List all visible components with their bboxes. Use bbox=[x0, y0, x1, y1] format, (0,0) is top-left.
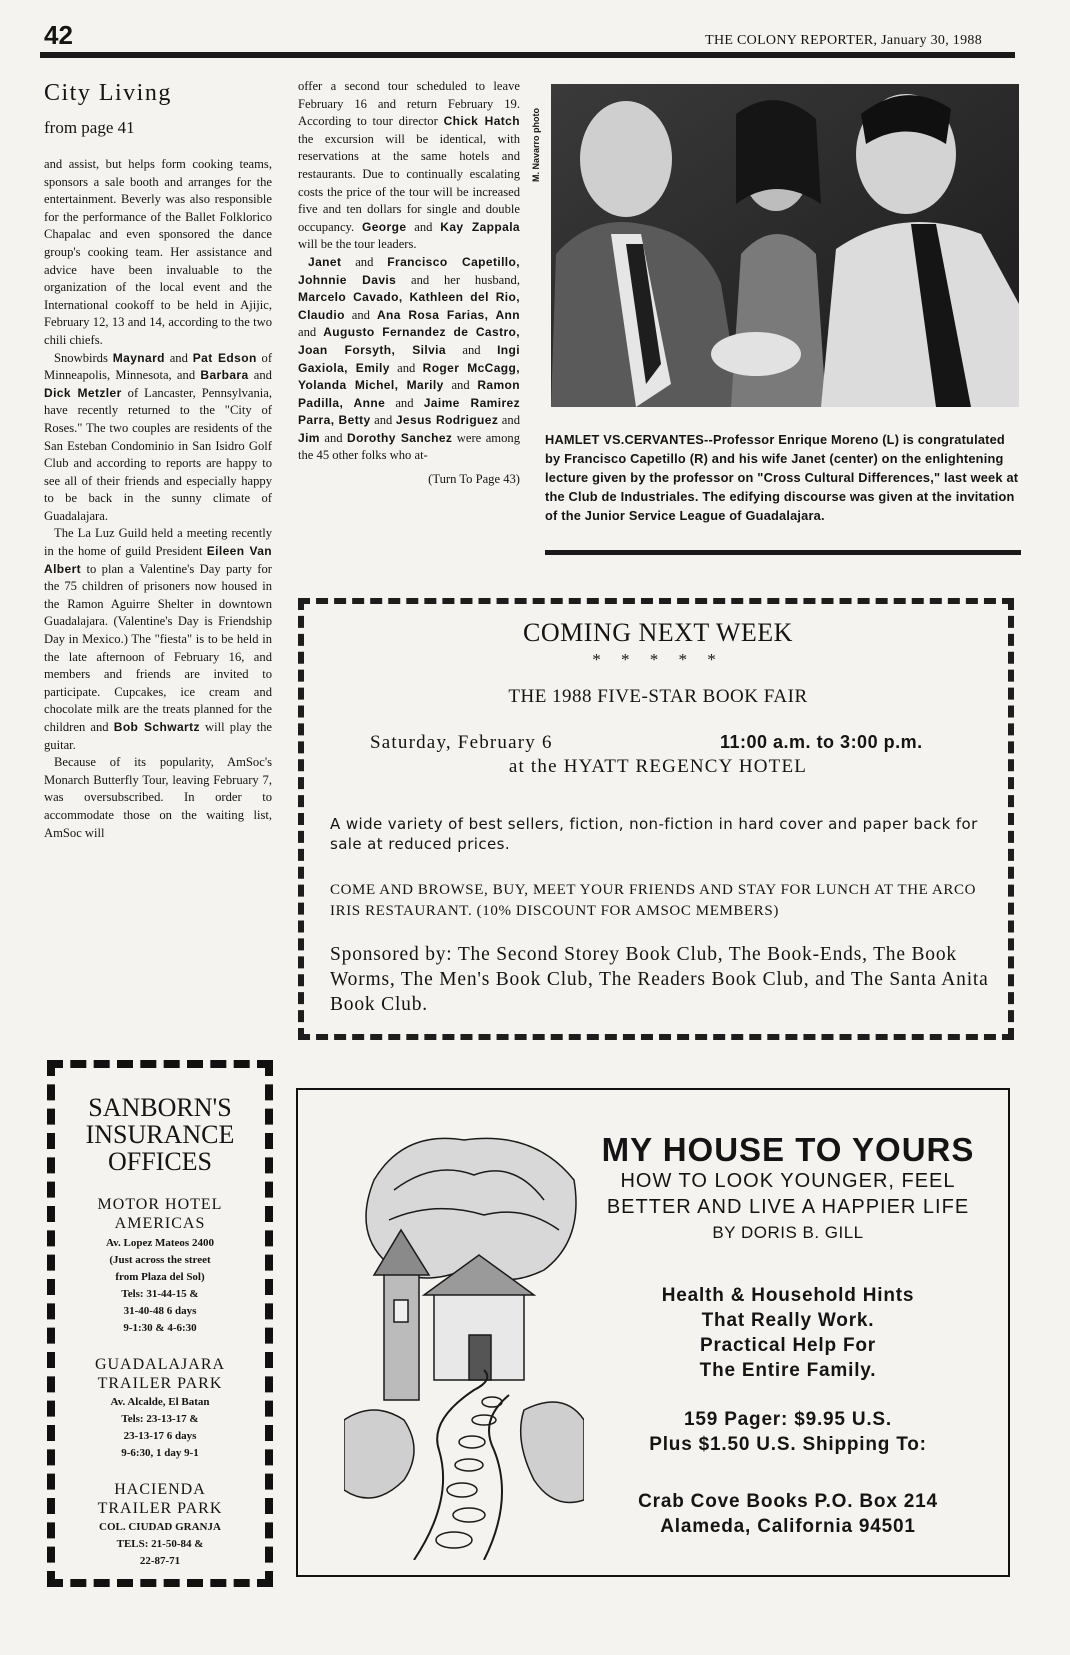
photo-caption: HAMLET VS.CERVANTES--Professor Enrique Moreno (L) is congratulated by Francisco Capetillo (R) and his wife Janet (center) on the enlightening lecture given by the professor on "Cross Cultural Differences," last week at the Club de Industriales. The edifying discourse was given at the invitation of the Junior Service League of Guadalajara. bbox=[545, 432, 1019, 523]
office-name: TRAILER PARK bbox=[97, 1375, 223, 1392]
office-address-line: from Plaza del Sol) bbox=[115, 1271, 205, 1283]
office-address-line: 9-1:30 & 4-6:30 bbox=[123, 1322, 197, 1334]
page-number: 42 bbox=[44, 20, 73, 50]
article-title: City Living bbox=[44, 80, 172, 106]
paragraph: Snowbirds Maynard and Pat Edson of Minneapolis, Minnesota, and Barbara and Dick Metzler of Lancaster, Pennsylvania, have recently returned to the "City of Roses." The two couples are residents of the San Esteban Condominio in San Isidro Golf Club and according to reports are happy to see all of their friends and especially happy to be back in the sunny climate of Guadalajara. bbox=[44, 350, 273, 523]
person-name: Jaime Ramirez Parra, Betty bbox=[298, 395, 521, 428]
person-name: Jesus Rodriguez bbox=[395, 413, 499, 428]
office-address-line: 23-13-17 6 days bbox=[123, 1430, 197, 1442]
office-address-line: 31-40-48 6 days bbox=[123, 1305, 197, 1317]
ad-title-line: INSURANCE bbox=[85, 1120, 235, 1149]
office-address-line: Tels: 23-13-17 & bbox=[121, 1413, 199, 1425]
book-author: BY DORIS B. GILL bbox=[712, 1223, 864, 1242]
person-name: Roger McCagg, Yolanda Michel, Marily bbox=[298, 360, 520, 393]
office-address-line: (Just across the street bbox=[109, 1254, 211, 1266]
person-name: Dick Metzler bbox=[44, 385, 122, 400]
coming-next-week-box bbox=[298, 598, 1014, 1040]
office-name: TRAILER PARK bbox=[97, 1500, 223, 1517]
person-name: Ingi Gaxiola, Emily bbox=[298, 342, 520, 375]
book-subtitle: HOW TO LOOK YOUNGER, FEEL bbox=[620, 1170, 956, 1192]
jump-to-line: (Turn To Page 43) bbox=[428, 472, 520, 487]
book-subtitle: BETTER AND LIVE A HAPPIER LIFE bbox=[606, 1196, 970, 1218]
office-address-line: 9-6:30, 1 day 9-1 bbox=[121, 1447, 199, 1459]
office-address-line: Av. Lopez Mateos 2400 bbox=[106, 1237, 214, 1249]
event-time: 11:00 a.m. to 3:00 p.m. bbox=[720, 732, 923, 752]
person-name: Janet bbox=[308, 254, 342, 269]
person-name: Eileen Van Albert bbox=[44, 544, 273, 576]
person-name: Chick Hatch bbox=[443, 114, 520, 129]
person-name: Ramon Padilla, Anne bbox=[298, 378, 520, 410]
event-venue: at the HYATT REGENCY HOTEL bbox=[508, 756, 808, 777]
person-name: Marcelo Cavado, Kathleen del Rio, Claudio bbox=[298, 290, 520, 322]
header-rule bbox=[40, 52, 1015, 58]
news-photo bbox=[551, 84, 1019, 407]
office-name: MOTOR HOTEL bbox=[97, 1196, 223, 1213]
ad-title-line: SANBORN'S bbox=[88, 1093, 232, 1122]
office-address-line: Tels: 31-44-15 & bbox=[121, 1288, 199, 1300]
event-description: A wide variety of best sellers, fiction, non-fiction in hard cover and paper back for sale at reduced prices. bbox=[330, 815, 978, 853]
office-name: GUADALAJARA bbox=[94, 1356, 226, 1373]
office-address-line: Av. Alcalde, El Batan bbox=[110, 1396, 210, 1408]
person-name: George bbox=[362, 219, 407, 234]
star-divider: * * * * * bbox=[592, 650, 724, 669]
article-column-2 bbox=[298, 78, 520, 489]
person-name: Maynard bbox=[112, 350, 165, 365]
caption-rule bbox=[545, 550, 1021, 555]
person-name: Ana Rosa Farias, Ann bbox=[376, 307, 520, 322]
event-sponsors: Sponsored by: The Second Storey Book Club, The Book-Ends, The Book Worms, The Men's Book Club, The Readers Book Club, and The Santa Anita Book Club. bbox=[330, 944, 989, 1015]
box-title: COMING NEXT WEEK bbox=[523, 618, 793, 647]
photo-credit: M. Navarro photo bbox=[531, 107, 541, 182]
event-name: THE 1988 FIVE-STAR BOOK FAIR bbox=[508, 686, 808, 707]
office-address-line: TELS: 21-50-84 & bbox=[116, 1538, 204, 1550]
cottage-illustration bbox=[344, 1120, 584, 1560]
paragraph: The La Luz Guild held a meeting recently in the home of guild President Eileen Van Albert to plan a Valentine's Day party for the 75 children of prisoners now housed in the Ramon Aguirre Shelter in downtown Guadalajara. (Valentine's Day is Friendship Day in Mexico.) The "fiesta" is to be held in the late afternoon of February 16, and members and friends are invited to participate. Cupcakes, ice cream and chocolate milk are the treats planned for the children and Bob Schwartz will play the guitar. bbox=[44, 526, 273, 752]
book-ad bbox=[296, 1088, 1010, 1577]
office-address-line: COL. CIUDAD GRANJA bbox=[99, 1521, 221, 1533]
person-name: Pat Edson bbox=[192, 350, 257, 365]
paragraph: Janet and Francisco Capetillo, Johnnie Davis and her husband, Marcelo Cavado, Kathleen del Rio, Claudio and Ana Rosa Farias, Ann and Augusto Fernandez de Castro, Joan Forsyth, Silvia and Ingi Gaxiola, Emily and Roger McCagg, Yolanda Michel, Marily and Ramon Padilla, Anne and Jaime Ramirez Parra, Betty and Jesus Rodriguez and Jim and Dorothy Sanchez were among the 45 other folks who at- bbox=[298, 254, 521, 463]
order-address: Crab Cove Books P.O. Box 214 Alameda, California 94501 bbox=[638, 1491, 938, 1537]
sanborns-ad bbox=[47, 1060, 273, 1587]
masthead: THE COLONY REPORTER, January 30, 1988 bbox=[705, 33, 982, 48]
paragraph: offer a second tour scheduled to leave February 16 and return February 19. According to tour director Chick Hatch the excursion will be identical, with reservations at the same hotels and restaurants. Due to continually escalating costs the price of the tour will be increased five and ten dollars for single and double occupancy. George and Kay Zappala will be the tour leaders. bbox=[298, 79, 521, 252]
book-title: MY HOUSE TO YOURS bbox=[601, 1131, 975, 1168]
person-name: Dorothy Sanchez bbox=[347, 430, 453, 445]
person-name: Barbara bbox=[200, 368, 249, 383]
event-invitation: COME AND BROWSE, BUY, MEET YOUR FRIENDS AND STAY FOR LUNCH AT THE ARCO IRIS RESTAURANT. (10% DISCOUNT FOR AMSOC MEMBERS) bbox=[330, 882, 977, 919]
person-name: Kay Zappala bbox=[440, 219, 521, 234]
person-name: Jim bbox=[298, 430, 320, 445]
office-name: HACIENDA bbox=[114, 1481, 206, 1498]
paragraph: and assist, but helps form cooking teams, sponsors a sale booth and arranges for the entertainment. Beverly was also responsible for the performance of the Ballet Folklorico Chapalac and even sponsored the dance group's cooking team. Her assistance and advice have been invaluable to the organization of the local event and the International cookoff to be held in Ajijic, February 12, 13 and 14, according to the two chili chiefs. bbox=[44, 157, 272, 347]
office-name: AMERICAS bbox=[114, 1215, 206, 1232]
person-name: Bob Schwartz bbox=[113, 720, 200, 734]
jump-from-line: from page 41 bbox=[44, 118, 135, 137]
person-name: Augusto Fernandez de Castro, Joan Forsyth, Silvia bbox=[298, 325, 520, 357]
ad-title-line: OFFICES bbox=[107, 1147, 213, 1176]
paragraph: Because of its popularity, AmSoc's Monarch Butterfly Tour, leaving February 7, was oversubscribed. In order to accommodate those on the waiting list, AmSoc will bbox=[44, 755, 272, 840]
book-blurb: Health & Household Hints That Really Work. Practical Help For The Entire Family. bbox=[661, 1285, 915, 1381]
book-price: 159 Pager: $9.95 U.S. Plus $1.50 U.S. Shipping To: bbox=[649, 1409, 927, 1455]
office-address-line: 22-87-71 bbox=[139, 1555, 181, 1567]
event-date: Saturday, February 6 bbox=[370, 732, 553, 753]
article-column-1 bbox=[44, 78, 272, 842]
person-name: Francisco Capetillo, Johnnie Davis bbox=[298, 254, 521, 287]
